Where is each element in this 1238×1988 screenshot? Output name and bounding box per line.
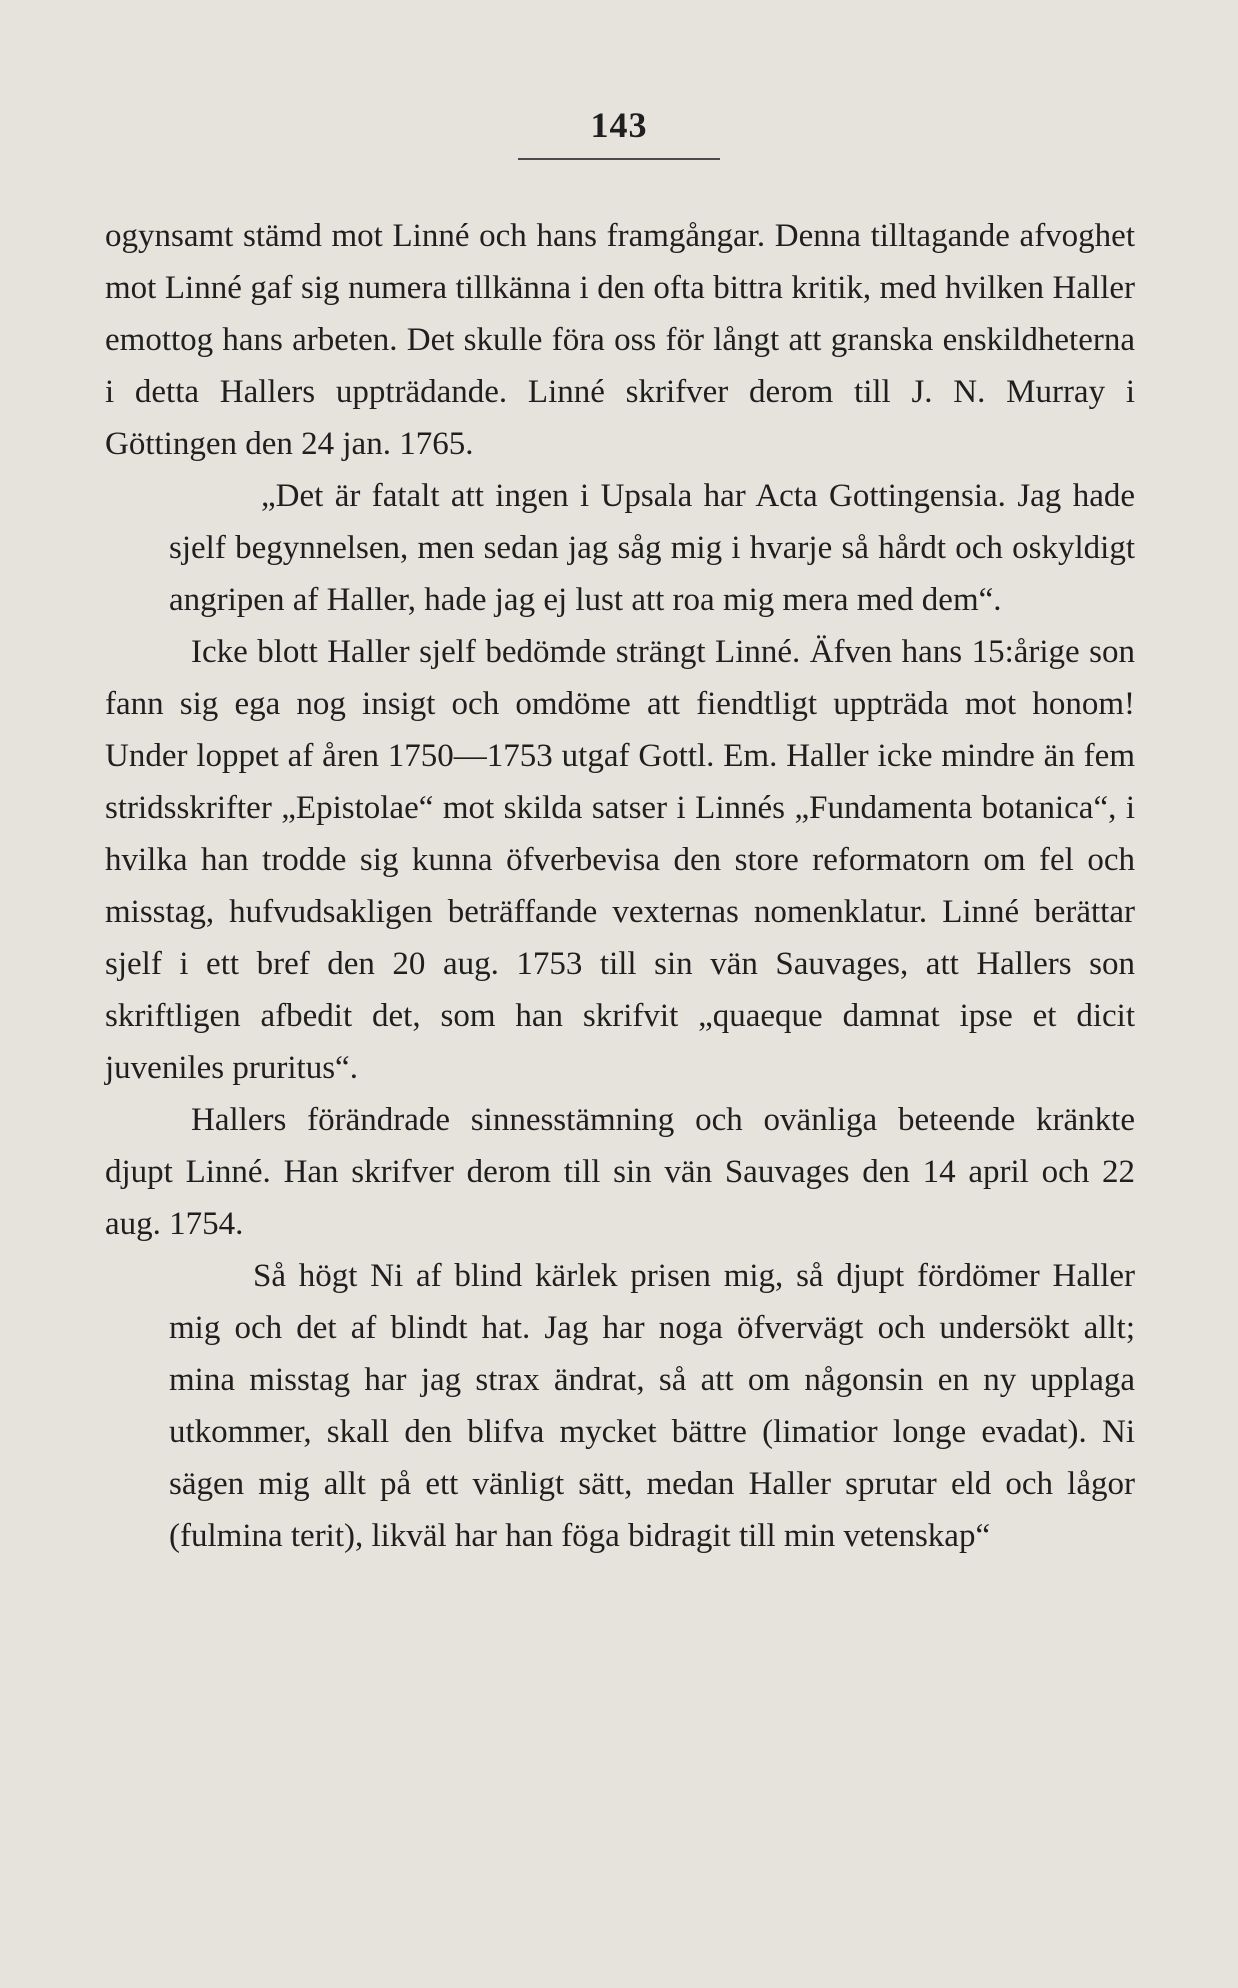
paragraph-1: ogynsamt stämd mot Linné och hans framgångar. Denna tilltagande afvoghet mot Linné gaf sig numera tillkänna i den ofta bittra kritik, med hvilken Haller emottog hans arbeten. Det skulle föra oss för långt att granska enskildheterna i detta Hallers uppträdande. Linné skrifver derom till J. N. Murray i Göttingen den 24 jan. 1765. bbox=[105, 218, 1135, 462]
quote-paragraph-2: Så högt Ni af blind kärlek prisen mig, så djupt fördömer Haller mig och det af blindt hat. Jag har noga öfvervägt och undersökt allt; mina misstag har jag strax ändrat, så att om någonsin en ny upplaga utkommer, skall den blifva mycket bättre (limatior longe evadat). Ni sägen mig allt på ett vänligt sätt, medan Haller sprutar eld och lågor (fulmina terit), likväl har han föga bidragit till min vetenskap“ bbox=[169, 1258, 1135, 1554]
paragraph-2: Icke blott Haller sjelf bedömde strängt Linné. Äfven hans 15:årige son fann sig ega nog insigt och omdöme att fiendtligt uppträda mot honom! Under loppet af åren 1750—1753 utgaf Gottl. Em. Haller icke mindre än fem stridsskrifter „Epistolae“ mot skilda satser i Linnés „Fundamenta botanica“, i hvilka han trodde sig kunna öfverbevisa den store reformatorn om fel och misstag, hufvudsakligen beträffande vexternas nomenklatur. Linné berättar sjelf i ett bref den 20 aug. 1753 till sin vän Sauvages, att Hallers son skriftligen afbedit det, som han skrifvit „quaeque damnat ipse et dicit juveniles pruritus“. bbox=[105, 634, 1135, 1086]
body-text bbox=[105, 210, 1135, 1562]
quote-paragraph-1: „Det är fatalt att ingen i Upsala har Acta Gottingensia. Jag hade sjelf begynnelsen, men sedan jag såg mig i hvarje så hårdt och oskyldigt angripen af Haller, hade jag ej lust att roa mig mera med dem“. bbox=[169, 478, 1135, 618]
paragraph-3: Hallers förändrade sinnesstämning och ovänliga beteende kränkte djupt Linné. Han skrifver derom till sin vän Sauvages den 14 april och 22 aug. 1754. bbox=[105, 1102, 1135, 1242]
header-rule bbox=[518, 158, 720, 160]
page-number: 143 bbox=[590, 105, 648, 145]
